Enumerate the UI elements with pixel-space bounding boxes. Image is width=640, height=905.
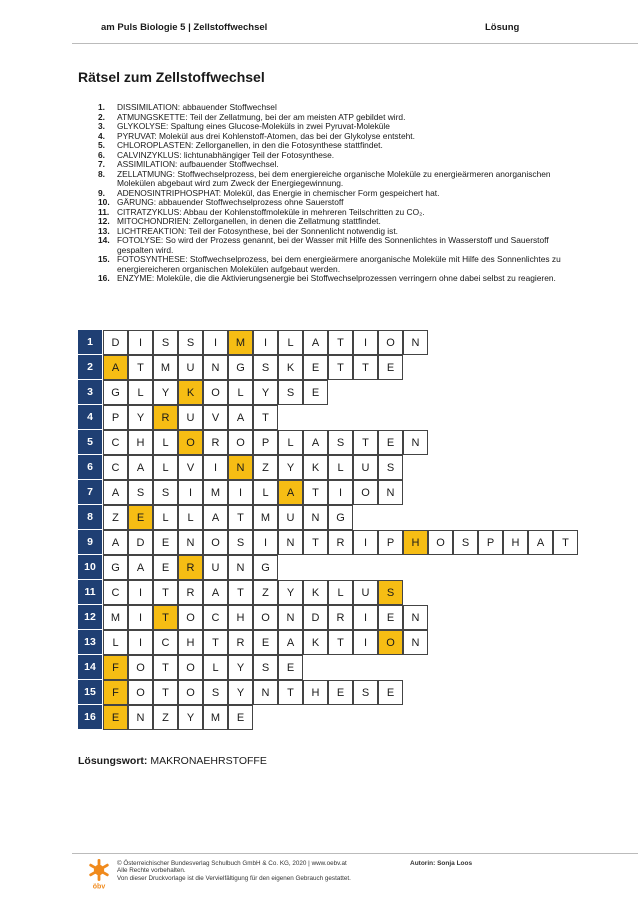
letter-cell: L xyxy=(278,330,303,355)
letter-cell: M xyxy=(253,505,278,530)
clue-text: GÄRUNG: abbauender Stoffwechselprozess ohne Sauerstoff xyxy=(117,197,344,207)
letter-cell: T xyxy=(153,680,178,705)
letter-cell: T xyxy=(328,355,353,380)
letter-cell: N xyxy=(403,430,428,455)
clue-number: 13. xyxy=(98,225,110,236)
letter-cell: E xyxy=(228,705,253,730)
letter-cell: O xyxy=(253,605,278,630)
letter-cell: K xyxy=(303,580,328,605)
letter-cell: N xyxy=(303,505,328,530)
letter-cell: I xyxy=(353,605,378,630)
letter-cell: E xyxy=(303,380,328,405)
letter-cell: O xyxy=(128,655,153,680)
solution-letter-cell: N xyxy=(228,455,253,480)
clue-text: ASSIMILATION: aufbauender Stoffwechsel. xyxy=(117,159,279,169)
clue-number: 15. xyxy=(98,254,110,264)
letter-cell: T xyxy=(203,630,228,655)
letter-cell: U xyxy=(178,405,203,430)
letter-cell: O xyxy=(353,480,378,505)
letter-cell: G xyxy=(228,355,253,380)
solution-label: Lösungswort: xyxy=(78,755,148,767)
letter-cell: A xyxy=(203,580,228,605)
letter-cell: Z xyxy=(253,455,278,480)
letter-cell: S xyxy=(178,330,203,355)
row-number: 15 xyxy=(78,680,103,705)
letter-cell: O xyxy=(178,605,203,630)
letter-cell: G xyxy=(103,380,128,405)
letter-cell: T xyxy=(328,330,353,355)
clue-text: ENZYME: Moleküle, die die Aktivierungsenergie bei Stoffwechselprozessen verringern ohne dabei selbst zu reagieren. xyxy=(117,273,556,283)
letter-cell: A xyxy=(103,530,128,555)
letter-cell: L xyxy=(253,480,278,505)
row-number: 11 xyxy=(78,580,103,605)
letter-cell: P xyxy=(253,430,278,455)
letter-cell: A xyxy=(128,555,153,580)
letter-cell: I xyxy=(353,630,378,655)
letter-cell: Y xyxy=(278,455,303,480)
letter-cell: A xyxy=(103,480,128,505)
letter-cell: T xyxy=(228,505,253,530)
letter-cell: N xyxy=(378,480,403,505)
letter-cell: D xyxy=(128,530,153,555)
clue-item xyxy=(98,236,568,255)
letter-cell: N xyxy=(403,330,428,355)
clue-item xyxy=(98,274,568,284)
letter-cell: U xyxy=(353,455,378,480)
letter-cell: L xyxy=(153,505,178,530)
letter-cell: A xyxy=(128,455,153,480)
clue-number: 3. xyxy=(98,121,105,131)
clue-text: GLYKOLYSE: Spaltung eines Glucose-Moleküls in zwei Pyruvat-Moleküle xyxy=(117,121,390,131)
letter-cell: G xyxy=(253,555,278,580)
letter-cell: P xyxy=(378,530,403,555)
letter-cell: T xyxy=(153,655,178,680)
letter-cell: S xyxy=(328,430,353,455)
solution-letter-cell: O xyxy=(378,630,403,655)
row-number: 1 xyxy=(78,330,103,355)
letter-cell: T xyxy=(553,530,578,555)
letter-cell: T xyxy=(328,630,353,655)
letter-cell: H xyxy=(303,680,328,705)
clue-text: CITRATZYKLUS: Abbau der Kohlenstoffmoleküle in mehreren Teilschritten zu CO₂. xyxy=(117,206,425,217)
letter-cell: S xyxy=(278,380,303,405)
solution-letter-cell: K xyxy=(178,380,203,405)
letter-cell: E xyxy=(303,355,328,380)
clue-number: 10. xyxy=(98,197,110,207)
letter-cell: Z xyxy=(153,705,178,730)
letter-cell: O xyxy=(128,680,153,705)
letter-cell: Y xyxy=(228,680,253,705)
clue-number: 5. xyxy=(98,140,105,150)
letter-cell: M xyxy=(203,705,228,730)
solution-letter-cell: F xyxy=(103,680,128,705)
clue-text: CALVINZYKLUS: lichtunabhängiger Teil der Fotosynthese. xyxy=(117,149,335,160)
letter-cell: R xyxy=(178,580,203,605)
letter-cell: A xyxy=(528,530,553,555)
clue-text: FOTOSYNTHESE: Stoffwechselprozess, bei dem energieärmere anorganische Moleküle mit Hilfe des Sonnenlichtes zu energiereicheren organischen Molekülen aufgebaut werden. xyxy=(117,254,561,274)
clue-number: 4. xyxy=(98,130,105,141)
letter-cell: Y xyxy=(178,705,203,730)
letter-cell: T xyxy=(153,580,178,605)
letter-cell: N xyxy=(228,555,253,580)
letter-cell: I xyxy=(353,330,378,355)
letter-cell: Y xyxy=(128,405,153,430)
clue-number: 1. xyxy=(98,102,105,112)
letter-cell: C xyxy=(103,430,128,455)
letter-cell: I xyxy=(178,480,203,505)
letter-cell: I xyxy=(128,330,153,355)
letter-cell: P xyxy=(103,405,128,430)
letter-cell: N xyxy=(403,630,428,655)
solution-letter-cell: S xyxy=(378,580,403,605)
letter-cell: T xyxy=(353,355,378,380)
letter-cell: A xyxy=(228,405,253,430)
letter-cell: S xyxy=(153,330,178,355)
solution-word xyxy=(78,755,267,767)
letter-cell: S xyxy=(228,530,253,555)
clue-item xyxy=(98,255,568,274)
letter-cell: Y xyxy=(153,380,178,405)
letter-cell: I xyxy=(253,530,278,555)
copyright-line: © Österreichischer Bundesverlag Schulbuch GmbH & Co. KG, 2020 | www.oebv.at xyxy=(117,860,347,867)
copyright-line: Von dieser Druckvorlage ist die Vervielfältigung für den eigenen Gebrauch gestattet. xyxy=(117,874,351,882)
letter-cell: E xyxy=(328,680,353,705)
solution-letter-cell: T xyxy=(153,605,178,630)
letter-cell: M xyxy=(153,355,178,380)
letter-cell: T xyxy=(303,480,328,505)
header-solution-label: Lösung xyxy=(485,22,520,33)
letter-cell: U xyxy=(353,580,378,605)
letter-cell: M xyxy=(203,480,228,505)
letter-cell: O xyxy=(228,430,253,455)
letter-cell: C xyxy=(203,605,228,630)
letter-cell: G xyxy=(103,555,128,580)
letter-cell: T xyxy=(353,430,378,455)
page-title: Rätsel zum Zellstoffwechsel xyxy=(78,69,265,85)
solution-letter-cell: F xyxy=(103,655,128,680)
letter-cell: R xyxy=(328,530,353,555)
solution-value: MAKRONAEHRSTOFFE xyxy=(150,755,267,767)
clue-number: 14. xyxy=(98,235,110,245)
solution-letter-cell: A xyxy=(103,355,128,380)
clue-text: ATMUNGSKETTE: Teil der Zellatmung, bei der am meisten ATP gebildet wird. xyxy=(117,111,406,122)
row-number: 14 xyxy=(78,655,103,680)
logo-text: öbv xyxy=(92,883,106,890)
letter-cell: K xyxy=(278,355,303,380)
letter-cell: C xyxy=(103,580,128,605)
letter-cell: M xyxy=(103,605,128,630)
letter-cell: H xyxy=(503,530,528,555)
clue-number: 7. xyxy=(98,159,105,169)
row-number: 8 xyxy=(78,505,103,530)
letter-cell: I xyxy=(128,580,153,605)
letter-cell: E xyxy=(378,430,403,455)
row-number: 5 xyxy=(78,430,103,455)
letter-cell: R xyxy=(328,605,353,630)
letter-cell: S xyxy=(378,455,403,480)
solution-letter-cell: E xyxy=(128,505,153,530)
clue-text: ADENOSINTRIPHOSPHAT: Molekül, das Energie in chemischer Form gespeichert hat. xyxy=(117,187,440,198)
letter-cell: S xyxy=(353,680,378,705)
letter-cell: I xyxy=(203,330,228,355)
letter-cell: I xyxy=(203,455,228,480)
clue-list xyxy=(98,103,568,284)
letter-cell: Y xyxy=(228,655,253,680)
letter-cell: H xyxy=(228,605,253,630)
clue-number: 2. xyxy=(98,111,105,122)
footer-divider xyxy=(72,853,638,854)
row-number: 6 xyxy=(78,455,103,480)
letter-cell: I xyxy=(128,605,153,630)
clue-number: 12. xyxy=(98,216,110,226)
row-number: 4 xyxy=(78,405,103,430)
letter-cell: Y xyxy=(278,580,303,605)
letter-cell: L xyxy=(178,505,203,530)
row-number: 12 xyxy=(78,605,103,630)
letter-cell: O xyxy=(203,380,228,405)
letter-cell: O xyxy=(203,530,228,555)
letter-cell: S xyxy=(128,480,153,505)
letter-cell: D xyxy=(103,330,128,355)
letter-cell: C xyxy=(103,455,128,480)
letter-cell: E xyxy=(253,630,278,655)
letter-cell: V xyxy=(178,455,203,480)
header-divider xyxy=(72,43,638,44)
letter-cell: I xyxy=(128,630,153,655)
letter-cell: Z xyxy=(103,505,128,530)
letter-cell: S xyxy=(203,680,228,705)
letter-cell: N xyxy=(203,355,228,380)
letter-cell: L xyxy=(103,630,128,655)
letter-cell: A xyxy=(278,630,303,655)
letter-cell: E xyxy=(378,680,403,705)
letter-cell: I xyxy=(228,480,253,505)
solution-letter-cell: A xyxy=(278,480,303,505)
row-number: 3 xyxy=(78,380,103,405)
letter-cell: E xyxy=(153,530,178,555)
letter-cell: R xyxy=(228,630,253,655)
row-number: 13 xyxy=(78,630,103,655)
author-credit: Autorin: Sonja Loos xyxy=(410,860,473,867)
letter-cell: O xyxy=(178,680,203,705)
oebv-logo-icon xyxy=(86,858,112,890)
letter-cell: H xyxy=(178,630,203,655)
letter-cell: K xyxy=(303,455,328,480)
letter-cell: O xyxy=(428,530,453,555)
row-number: 10 xyxy=(78,555,103,580)
letter-cell: A xyxy=(203,505,228,530)
letter-cell: Z xyxy=(253,580,278,605)
letter-cell: U xyxy=(278,505,303,530)
letter-cell: A xyxy=(303,330,328,355)
letter-cell: L xyxy=(128,380,153,405)
letter-cell: N xyxy=(278,530,303,555)
solution-letter-cell: E xyxy=(103,705,128,730)
letter-cell: I xyxy=(253,330,278,355)
letter-cell: T xyxy=(253,405,278,430)
letter-cell: O xyxy=(178,655,203,680)
letter-cell: T xyxy=(278,680,303,705)
letter-cell: E xyxy=(278,655,303,680)
letter-cell: N xyxy=(278,605,303,630)
solution-letter-cell: R xyxy=(153,405,178,430)
header-title: am Puls Biologie 5 | Zellstoffwechsel xyxy=(101,22,268,33)
letter-cell: N xyxy=(253,680,278,705)
clue-text: MITOCHONDRIEN: Zellorganellen, in denen die Zellatmung stattfindet. xyxy=(117,216,381,226)
solution-letter-cell: R xyxy=(178,555,203,580)
copyright-notice xyxy=(117,860,417,882)
clue-number: 8. xyxy=(98,168,105,179)
letter-cell: H xyxy=(128,430,153,455)
letter-cell: V xyxy=(203,405,228,430)
clue-number: 6. xyxy=(98,149,105,160)
solution-letter-cell: O xyxy=(178,430,203,455)
clue-text: LICHTREAKTION: Teil der Fotosynthese, bei der Sonnenlicht notwendig ist. xyxy=(117,225,399,236)
letter-cell: T xyxy=(228,580,253,605)
letter-cell: T xyxy=(128,355,153,380)
letter-cell: I xyxy=(328,480,353,505)
clue-number: 11. xyxy=(98,206,110,217)
letter-cell: S xyxy=(453,530,478,555)
letter-cell: L xyxy=(328,455,353,480)
letter-cell: D xyxy=(303,605,328,630)
letter-cell: O xyxy=(378,330,403,355)
letter-cell: I xyxy=(353,530,378,555)
letter-cell: E xyxy=(378,355,403,380)
letter-cell: N xyxy=(178,530,203,555)
clue-item xyxy=(98,170,568,189)
clue-number: 9. xyxy=(98,187,105,198)
letter-cell: L xyxy=(328,580,353,605)
letter-cell: R xyxy=(203,430,228,455)
letter-cell: U xyxy=(178,355,203,380)
letter-cell: L xyxy=(153,455,178,480)
letter-cell: S xyxy=(253,655,278,680)
letter-cell: E xyxy=(378,605,403,630)
letter-cell: A xyxy=(303,430,328,455)
letter-cell: K xyxy=(303,630,328,655)
letter-cell: P xyxy=(478,530,503,555)
row-number: 9 xyxy=(78,530,103,555)
copyright-line: Alle Rechte vorbehalten. xyxy=(117,867,186,875)
letter-cell: T xyxy=(303,530,328,555)
letter-cell: E xyxy=(153,555,178,580)
letter-cell: S xyxy=(153,480,178,505)
letter-cell: C xyxy=(153,630,178,655)
letter-cell: L xyxy=(153,430,178,455)
letter-cell: N xyxy=(128,705,153,730)
letter-cell: Y xyxy=(253,380,278,405)
letter-cell: N xyxy=(403,605,428,630)
clue-text: PYRUVAT: Molekül aus drei Kohlenstoff-Atomen, das bei der Glykolyse entsteht. xyxy=(117,130,415,141)
clue-text: ZELLATMUNG: Stoffwechselprozess, bei dem energiereiche organische Moleküle zu energieärmeren anorganischen Molekülen abgebaut wird zum Zweck der Energiegewinnung. xyxy=(117,168,551,188)
letter-cell: S xyxy=(253,355,278,380)
solution-letter-cell: M xyxy=(228,330,253,355)
row-number: 2 xyxy=(78,355,103,380)
letter-cell: L xyxy=(203,655,228,680)
solution-letter-cell: H xyxy=(403,530,428,555)
letter-cell: G xyxy=(328,505,353,530)
letter-cell: L xyxy=(278,430,303,455)
row-number: 16 xyxy=(78,705,103,730)
row-number: 7 xyxy=(78,480,103,505)
clue-text: DISSIMILATION: abbauender Stoffwechsel xyxy=(117,102,277,112)
clue-text: CHLOROPLASTEN: Zellorganellen, in den die Fotosynthese stattfindet. xyxy=(117,140,383,150)
letter-cell: U xyxy=(203,555,228,580)
clue-text: FOTOLYSE: So wird der Prozess genannt, bei der Wasser mit Hilfe des Sonnenlichtes in Wasserstoff und Sauerstoff gespalten wird. xyxy=(117,235,549,255)
clue-number: 16. xyxy=(98,273,110,283)
letter-cell: L xyxy=(228,380,253,405)
